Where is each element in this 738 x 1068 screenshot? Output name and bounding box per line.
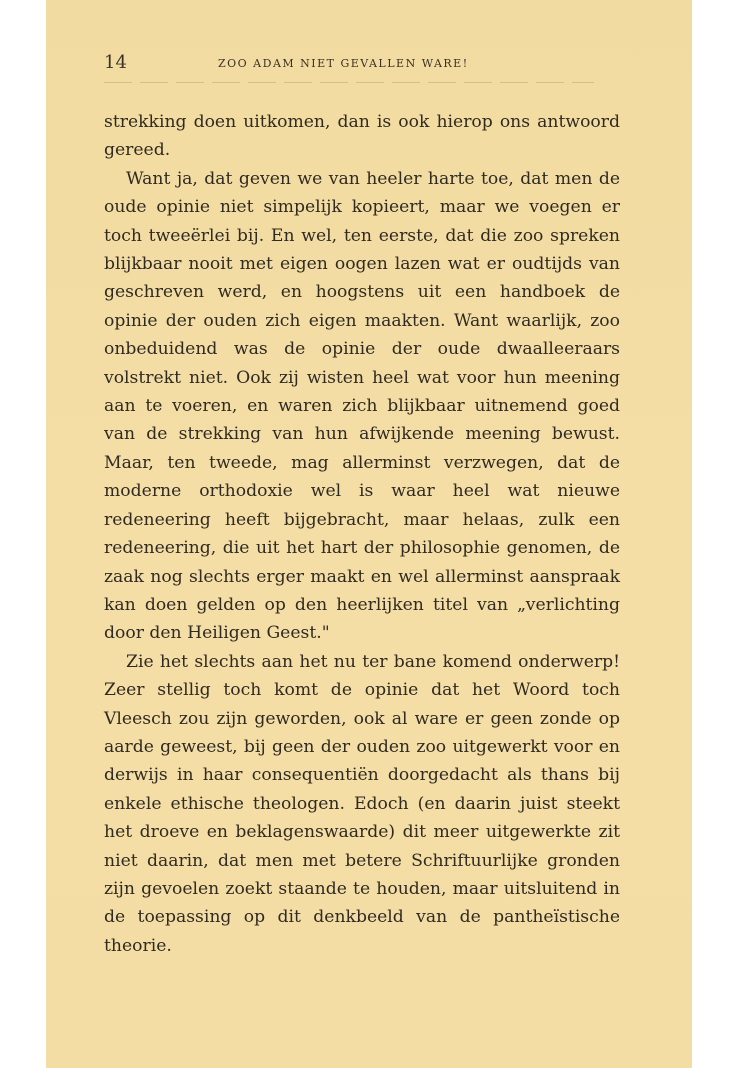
running-title: ZOO ADAM NIET GEVALLEN WARE! bbox=[218, 57, 469, 70]
paragraph: Zie het slechts aan het nu ter bane komend onderwerp! Zeer stellig toch komt de opinie dat het Woord toch Vleesch zou zijn geworden, ook al ware er geen zonde op aarde geweest, bij geen der ouden zoo uitgewerkt voor en derwijs in haar consequentiën doorgedacht als thans bij enkele ethische theologen. Edoch (en daarin juist steekt het droeve en beklagenswaarde) dit meer uitgewerkte zit niet daarin, dat men met betere Schriftuurlijke gronden zijn gevoelen zoekt staande te houden, maar uitsluitend in de toepassing op dit denkbeeld van de pantheïstische theorie. bbox=[104, 651, 620, 956]
body-text bbox=[104, 108, 620, 960]
page-number: 14 bbox=[104, 52, 127, 73]
paragraph: Want ja, dat geven we van heeler harte toe, dat men de oude opinie niet simpelijk kopieert, maar we voegen er toch tweeërlei bij. En wel, ten eerste, dat die zoo spreken blijkbaar nooit met eigen oogen lazen wat er oudtijds van geschreven werd, en hoogstens uit een handboek de opinie der ouden zich eigen maakten. Want waarlijk, zoo onbeduidend was de opinie der oude dwaalleeraars volstrekt niet. Ook zij wisten heel wat voor hun meening aan te voeren, en waren zich blijkbaar uitnemend goed van de strekking van hun afwijkende meening bewust. Maar, ten tweede, mag allerminst verzwegen, dat de moderne orthodoxie wel is waar heel wat nieuwe redeneering heeft bijgebracht, maar helaas, zulk een redeneering, die uit het hart der philosophie genomen, de zaak nog slechts erger maakt en wel allerminst aanspraak kan doen gelden op den heerlijken titel van „verlichting door den Heiligen Geest." bbox=[104, 168, 620, 644]
book-page bbox=[46, 0, 692, 1068]
header-rule bbox=[104, 82, 594, 83]
page-header bbox=[104, 52, 572, 76]
paragraph: strekking doen uitkomen, dan is ook hierop ons antwoord gereed. bbox=[104, 112, 620, 161]
